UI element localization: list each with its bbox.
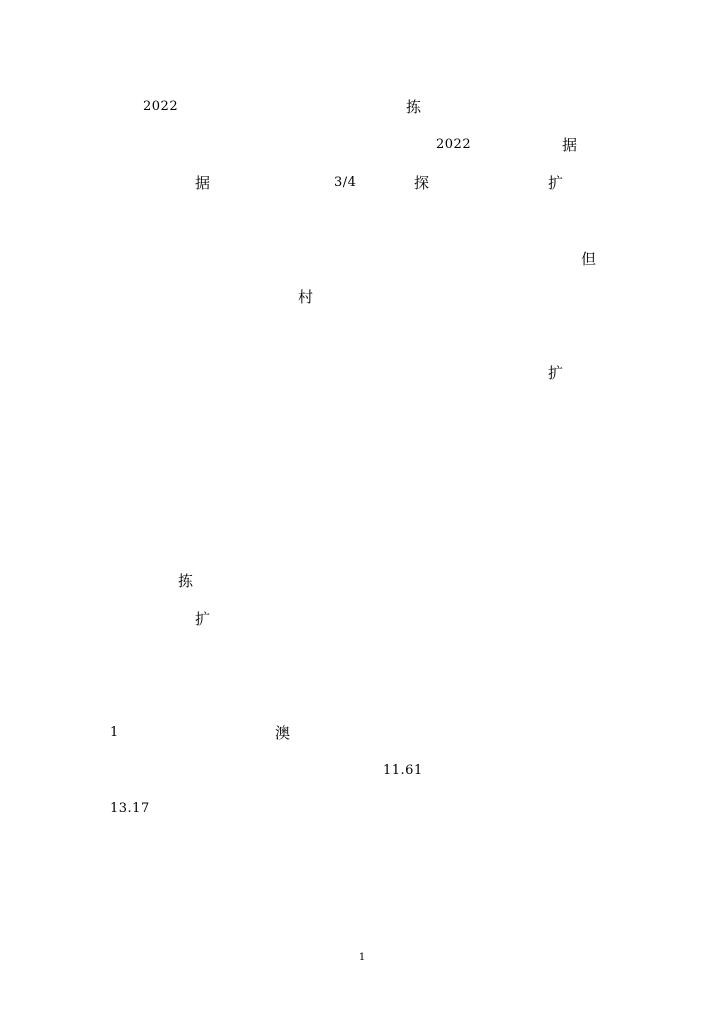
text-run: 13.17 xyxy=(110,801,150,816)
text-run: 扩 xyxy=(548,364,564,382)
section-heading xyxy=(0,646,724,674)
text-line xyxy=(0,686,724,710)
text-line xyxy=(0,250,724,274)
text-line xyxy=(0,800,724,824)
text-line xyxy=(0,136,724,160)
text-line xyxy=(0,98,724,122)
text-line xyxy=(0,724,724,748)
text-run: 澳 xyxy=(275,724,291,742)
text-run: 据 xyxy=(195,174,211,192)
text-run: 11.61 xyxy=(383,763,423,778)
text-run: 1 xyxy=(110,725,119,740)
text-run: 拣 xyxy=(178,572,194,590)
section-heading xyxy=(0,446,724,474)
text-run: 扩 xyxy=(195,610,211,628)
page-number: 1 xyxy=(358,952,366,963)
text-line xyxy=(0,364,724,388)
text-line xyxy=(0,496,724,520)
text-run: 但 xyxy=(581,250,597,268)
text-run: 扩 xyxy=(548,174,564,192)
text-run: 2022 xyxy=(436,137,472,152)
text-run: 拣 xyxy=(406,98,422,116)
text-run: 3/4 xyxy=(334,175,357,190)
text-line xyxy=(0,402,724,426)
text-line xyxy=(0,174,724,198)
text-run: 据 xyxy=(562,136,578,154)
text-line xyxy=(0,212,724,236)
text-run: 村 xyxy=(298,288,314,306)
text-run: 探 xyxy=(414,174,430,192)
text-line xyxy=(0,572,724,596)
text-line xyxy=(0,326,724,350)
text-run: 2022 xyxy=(143,99,179,114)
text-line xyxy=(0,534,724,558)
text-line xyxy=(0,610,724,634)
text-line xyxy=(0,288,724,312)
text-line xyxy=(0,762,724,786)
